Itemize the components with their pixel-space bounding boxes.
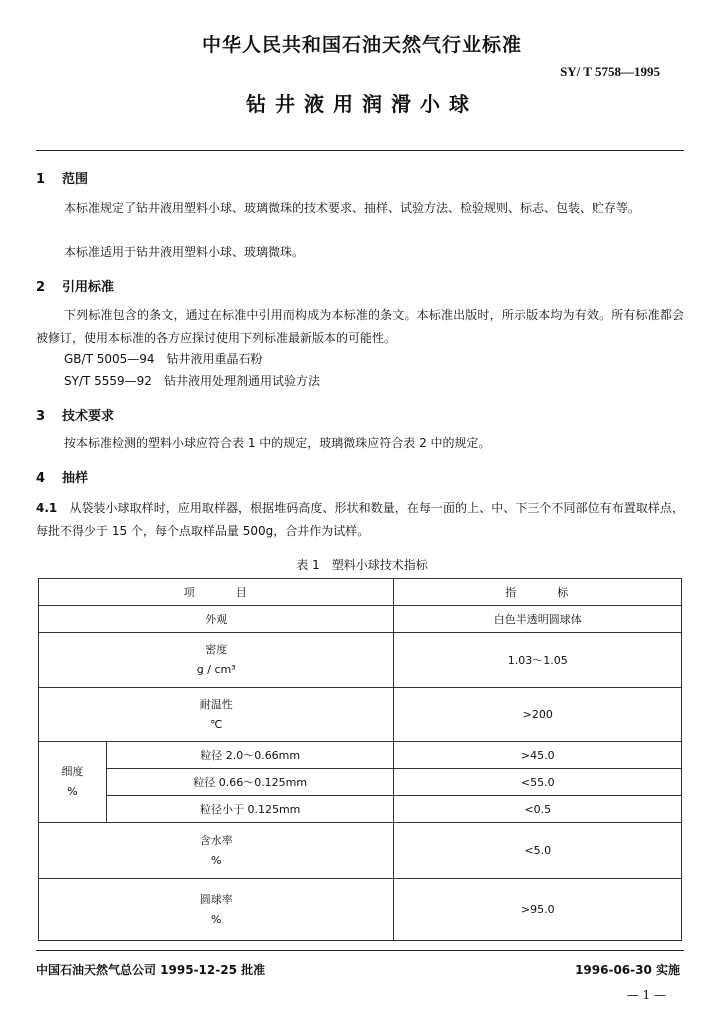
footer-rule	[36, 950, 684, 951]
subrow-value: <55.0	[394, 769, 682, 796]
table-row	[39, 742, 682, 769]
section-number: 2	[36, 280, 46, 295]
row-label-text: 耐温性	[199, 697, 233, 711]
subrow-label: 粒径 2.0～0.66mm	[106, 742, 394, 769]
row-label-text: 密度	[205, 643, 228, 656]
row-label: 外观	[39, 606, 394, 633]
scope-paragraph-2: 本标准适用于钻井液用塑料小球、玻璃微珠。	[64, 245, 305, 259]
clause-number: 4.1	[36, 501, 58, 515]
page-number: — 1 —	[626, 988, 666, 1002]
row-unit: g / cm³	[196, 663, 236, 676]
table-caption: 表 1 塑料小球技术指标	[296, 558, 428, 572]
section-number: 4	[36, 471, 46, 486]
section-title: 范围	[62, 172, 89, 187]
row-label	[39, 823, 394, 879]
row-unit: %	[67, 785, 78, 798]
header-item: 项 目	[39, 579, 394, 606]
table-row	[39, 633, 682, 688]
reference-item: SY/T 5559—92 钻井液用处理剂通用试验方法	[64, 374, 320, 388]
row-label	[39, 879, 394, 941]
fineness-label	[39, 742, 107, 823]
table-row	[39, 606, 682, 633]
table-row	[39, 769, 682, 796]
table-row	[39, 688, 682, 742]
scope-paragraph-1: 本标准规定了钻井液用塑料小球、玻璃微珠的技术要求、抽样、试验方法、检验规则、标志、包装、贮存等。	[64, 201, 641, 215]
row-label-text: 含水率	[199, 833, 233, 847]
row-value: >200	[394, 688, 682, 742]
row-value: 1.03～1.05	[394, 633, 682, 688]
section-title: 引用标准	[62, 280, 115, 295]
row-value: >95.0	[394, 879, 682, 941]
row-unit: ℃	[210, 717, 223, 731]
table-row	[39, 879, 682, 941]
subrow-value: <0.5	[394, 796, 682, 823]
section-number: 1	[36, 172, 46, 187]
table-header-row	[39, 579, 682, 606]
section-title: 抽样	[62, 471, 89, 486]
approval-line: 中国石油天然气总公司 1995-12-25 批准	[36, 963, 266, 977]
standard-number: SY/ T 5758—1995	[560, 64, 660, 79]
subrow-label: 粒径 0.66～0.125mm	[106, 769, 394, 796]
subrow-value: >45.0	[394, 742, 682, 769]
section-heading-references	[36, 276, 114, 295]
table-row	[39, 823, 682, 879]
spec-table	[38, 578, 682, 941]
section-heading-scope	[36, 168, 88, 187]
table-row	[39, 796, 682, 823]
references-paragraph: 下列标准包含的条文，通过在标准中引用而构成为本标准的条文。本标准出版时，所示版本均为有效。所有标准都会被修订，使用本标准的各方应探讨使用下列标准最新版本的可能性。	[36, 308, 684, 345]
section-title: 技术要求	[62, 409, 115, 424]
organization-title: 中华人民共和国石油天然气行业标准	[201, 34, 522, 56]
subrow-label: 粒径小于 0.125mm	[106, 796, 394, 823]
row-unit: %	[210, 912, 222, 926]
section-heading-requirements	[36, 405, 114, 424]
section-number: 3	[36, 409, 46, 424]
header-rule	[36, 150, 684, 151]
row-label-text: 细度	[61, 765, 84, 778]
row-value: 白色半透明圆球体	[394, 606, 682, 633]
row-value: <5.0	[394, 823, 682, 879]
requirements-paragraph: 按本标准检测的塑料小球应符合表 1 中的规定，玻璃微珠应符合表 2 中的规定。	[64, 436, 491, 450]
sampling-clause	[36, 497, 684, 543]
section-heading-sampling	[36, 467, 88, 486]
row-label	[39, 688, 394, 742]
header-spec: 指 标	[394, 579, 682, 606]
document-title: 钻井液用润滑小球	[246, 92, 478, 116]
implementation-date: 1996-06-30 实施	[575, 963, 680, 977]
clause-text: 从袋装小球取样时，应用取样器，根据堆码高度、形状和数量，在每一面的上、中、下三个不同部位有布置取样点，每批不得少于 15 个，每个点取样品量 500g，合并作为试样。	[36, 501, 684, 538]
row-unit: %	[210, 853, 222, 867]
row-label	[39, 633, 394, 688]
reference-item: GB/T 5005—94 钻井液用重晶石粉	[64, 352, 263, 366]
row-label-text: 圆球率	[199, 892, 233, 906]
